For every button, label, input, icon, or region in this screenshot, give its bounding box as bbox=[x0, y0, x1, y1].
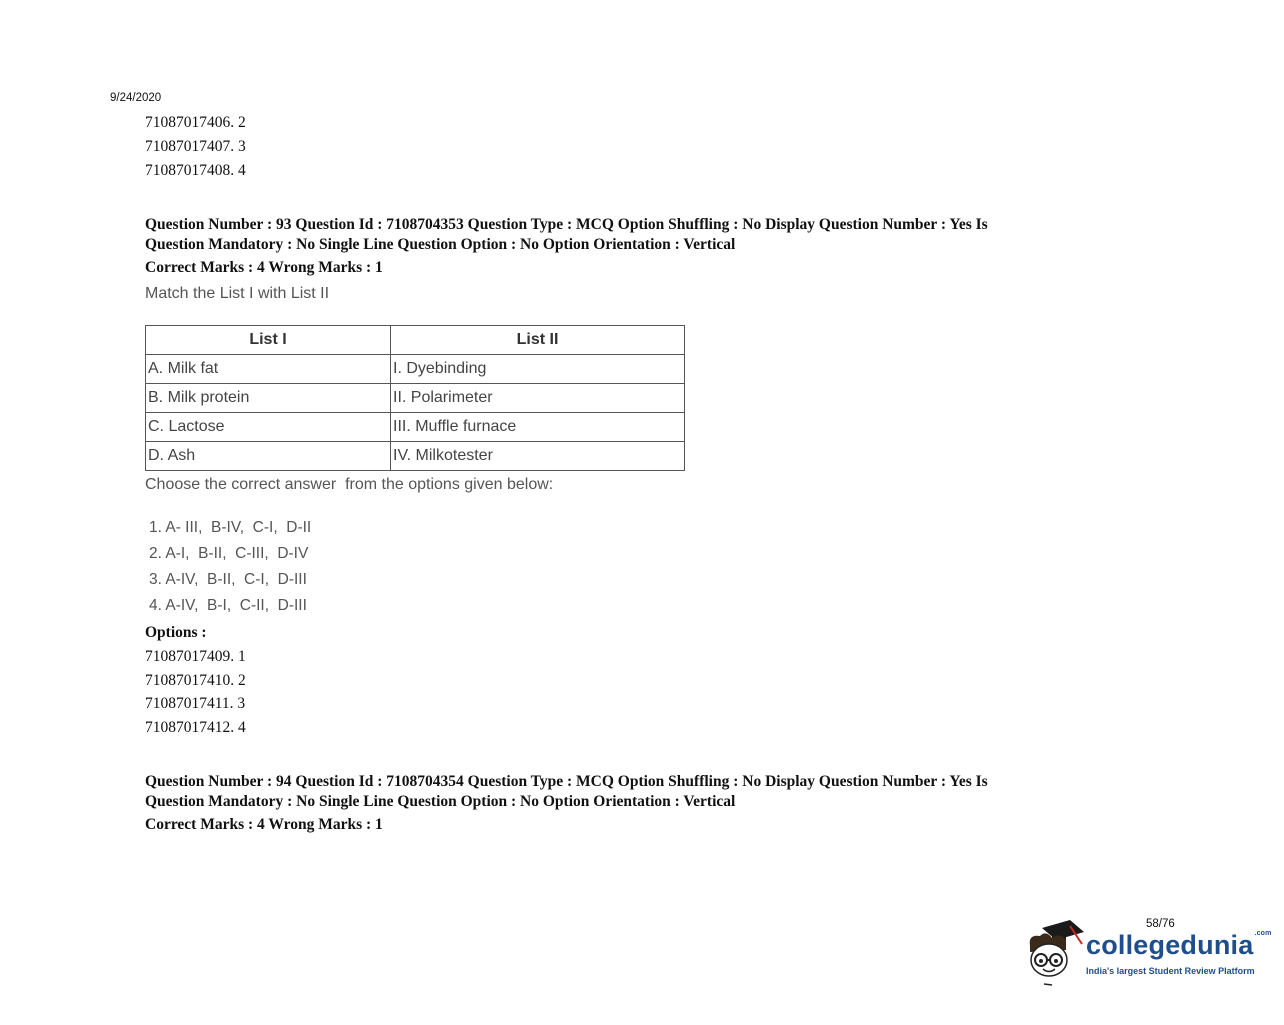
mascot-icon bbox=[1022, 916, 1088, 986]
q93-choose-text: Choose the correct answer from the options given below: bbox=[145, 476, 554, 493]
q93-options-label: Options : bbox=[145, 624, 207, 641]
prev-option-1: 71087017406. 2 bbox=[145, 114, 246, 131]
table-cell: B. Milk protein bbox=[146, 384, 391, 413]
q93-choice-1: 1. A- III, B-IV, C-I, D-II bbox=[149, 519, 312, 536]
q93-option-2: 71087017410. 2 bbox=[145, 672, 246, 689]
brand-text: collegedunia bbox=[1086, 930, 1254, 960]
table-cell: I. Dyebinding bbox=[391, 355, 685, 384]
q93-header-line1: Question Number : 93 Question Id : 7108704353 Question Type : MCQ Option Shuffling : No Display Question Number : Yes Is bbox=[145, 216, 988, 233]
q93-header-line2: Question Mandatory : No Single Line Question Option : No Option Orientation : Vertical bbox=[145, 236, 736, 253]
brand-suffix: .com bbox=[1254, 930, 1272, 937]
table-row bbox=[146, 413, 685, 442]
q93-prompt: Match the List I with List II bbox=[145, 285, 330, 302]
table-row bbox=[146, 384, 685, 413]
q93-marks: Correct Marks : 4 Wrong Marks : 1 bbox=[145, 259, 383, 276]
prev-option-3: 71087017408. 4 bbox=[145, 162, 246, 179]
table-row bbox=[146, 442, 685, 471]
table-cell: II. Polarimeter bbox=[391, 384, 685, 413]
table-header-row bbox=[146, 326, 685, 355]
table-cell: III. Muffle furnace bbox=[391, 413, 685, 442]
table-cell: IV. Milkotester bbox=[391, 442, 685, 471]
q93-choice-3: 3. A-IV, B-II, C-I, D-III bbox=[149, 571, 307, 588]
q93-choice-2: 2. A-I, B-II, C-III, D-IV bbox=[149, 545, 309, 562]
print-date: 9/24/2020 bbox=[110, 92, 162, 104]
table-cell: C. Lactose bbox=[146, 413, 391, 442]
q93-option-4: 71087017412. 4 bbox=[145, 719, 246, 736]
page-number: 58/76 bbox=[1146, 918, 1175, 930]
table-header-list1: List I bbox=[146, 326, 391, 355]
q94-marks: Correct Marks : 4 Wrong Marks : 1 bbox=[145, 816, 383, 833]
q94-header-line2: Question Mandatory : No Single Line Question Option : No Option Orientation : Vertical bbox=[145, 793, 736, 810]
collegedunia-logo bbox=[1022, 916, 1272, 986]
table-header-list2: List II bbox=[391, 326, 685, 355]
brand-tagline: India's largest Student Review Platform bbox=[1086, 966, 1255, 976]
q93-option-1: 71087017409. 1 bbox=[145, 648, 246, 665]
table-row bbox=[146, 355, 685, 384]
prev-option-2: 71087017407. 3 bbox=[145, 138, 246, 155]
table-cell: A. Milk fat bbox=[146, 355, 391, 384]
table-cell: D. Ash bbox=[146, 442, 391, 471]
match-table bbox=[145, 325, 685, 471]
q93-choice-4: 4. A-IV, B-I, C-II, D-III bbox=[149, 597, 307, 614]
q93-option-3: 71087017411. 3 bbox=[145, 695, 246, 712]
q94-header-line1: Question Number : 94 Question Id : 7108704354 Question Type : MCQ Option Shuffling : No Display Question Number : Yes Is bbox=[145, 773, 988, 790]
brand-name bbox=[1086, 930, 1272, 961]
